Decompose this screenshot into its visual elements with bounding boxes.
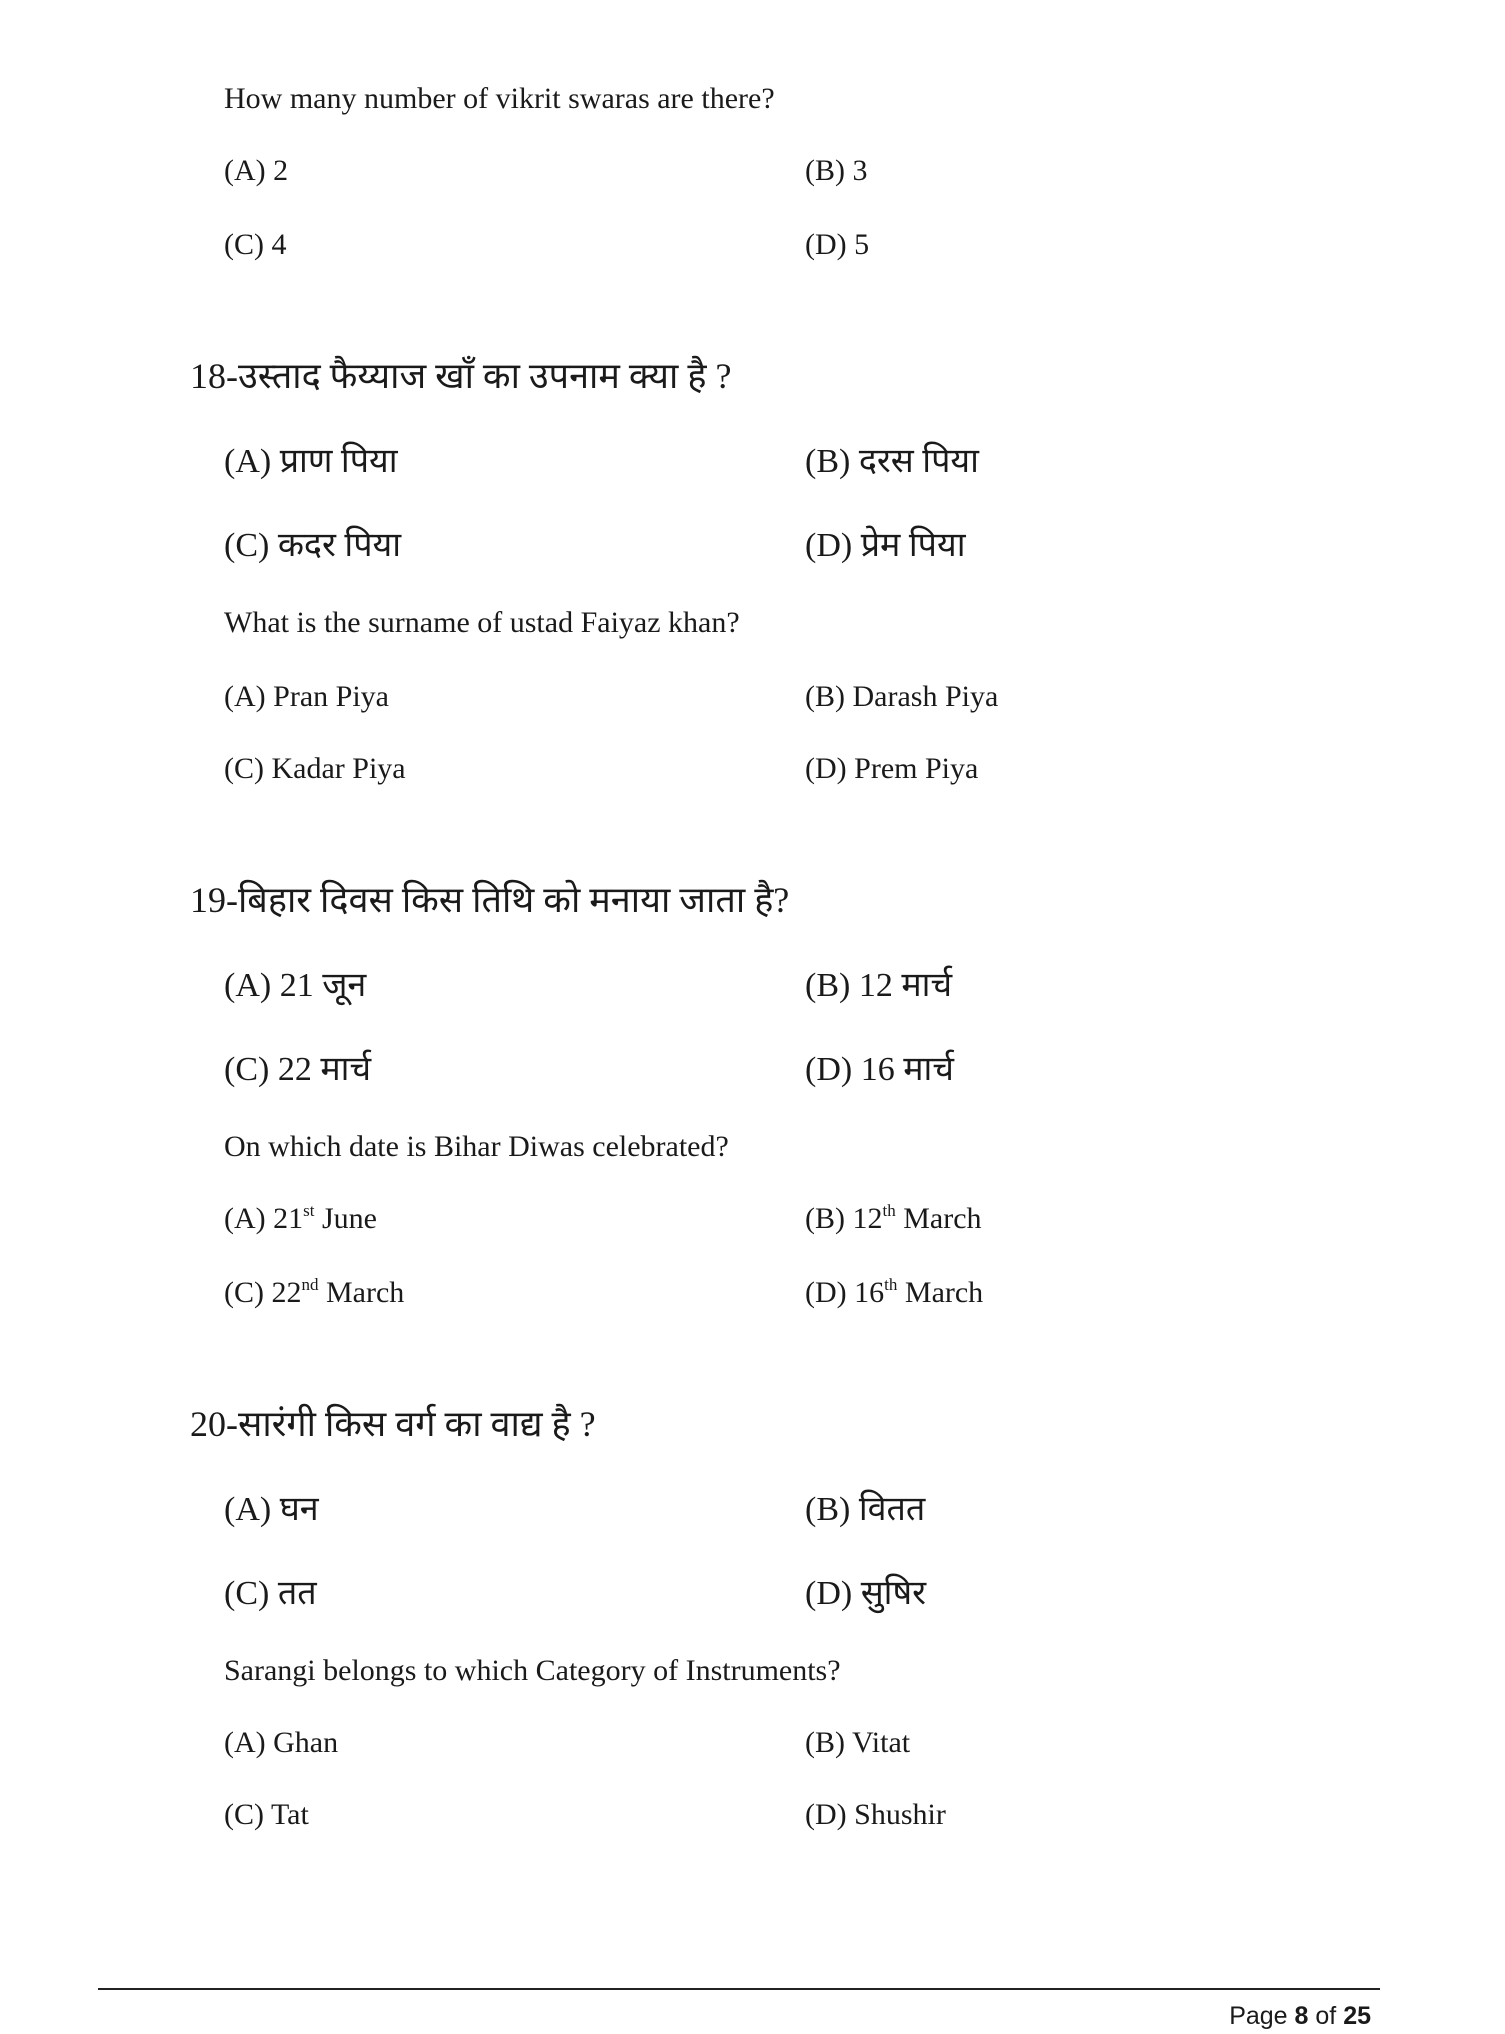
question-18-english: What is the surname of ustad Faiyaz khan? <box>224 606 740 639</box>
q18-option-b: (B) Darash Piya <box>805 680 999 713</box>
q19-option-d: (D) 16th March <box>805 1275 984 1309</box>
q20-option-b: (B) Vitat <box>805 1726 911 1759</box>
question-17-english: How many number of vikrit swaras are there? <box>224 82 775 115</box>
question-20-hindi: 20-सारंगी किस वर्ग का वाद्य है ? <box>190 1404 596 1444</box>
q18-option-d: (D) Prem Piya <box>805 752 979 785</box>
q19-option-c-hindi: (C) 22 मार्च <box>224 1051 372 1088</box>
q17-option-a: (A) 2 <box>224 154 289 187</box>
q19-option-b: (B) 12th March <box>805 1201 982 1235</box>
question-18-hindi: 18-उस्ताद फैय्याज खाँ का उपनाम क्या है ? <box>190 356 732 396</box>
q17-option-d: (D) 5 <box>805 228 870 261</box>
q19-option-c: (C) 22nd March <box>224 1275 405 1309</box>
footer-divider <box>98 1988 1380 1990</box>
q19-option-a-hindi: (A) 21 जून <box>224 967 367 1004</box>
q18-option-c-hindi: (C) कदर पिया <box>224 527 402 564</box>
q18-option-d-hindi: (D) प्रेम पिया <box>805 527 966 564</box>
q20-option-a-hindi: (A) घन <box>224 1491 319 1528</box>
q20-option-d-hindi: (D) सुषिर <box>805 1575 927 1612</box>
q18-option-c: (C) Kadar Piya <box>224 752 406 785</box>
q20-option-b-hindi: (B) वितत <box>805 1491 926 1528</box>
q18-option-b-hindi: (B) दरस पिया <box>805 443 979 480</box>
q19-option-d-hindi: (D) 16 मार्च <box>805 1051 954 1088</box>
q18-option-a-hindi: (A) प्राण पिया <box>224 443 398 480</box>
question-20-english: Sarangi belongs to which Category of Instruments? <box>224 1654 841 1687</box>
question-19-hindi: 19-बिहार दिवस किस तिथि को मनाया जाता है? <box>190 880 790 920</box>
q17-option-c: (C) 4 <box>224 228 287 261</box>
q20-option-a: (A) Ghan <box>224 1726 339 1759</box>
q20-option-c-hindi: (C) तत <box>224 1575 317 1612</box>
page-number: Page 8 of 25 <box>1229 2002 1371 2030</box>
q18-option-a: (A) Pran Piya <box>224 680 389 713</box>
question-19-english: On which date is Bihar Diwas celebrated? <box>224 1130 729 1163</box>
q20-option-d: (D) Shushir <box>805 1798 946 1831</box>
q17-option-b: (B) 3 <box>805 154 868 187</box>
q19-option-a: (A) 21st June <box>224 1201 377 1235</box>
q19-option-b-hindi: (B) 12 मार्च <box>805 967 953 1004</box>
q20-option-c: (C) Tat <box>224 1798 309 1831</box>
